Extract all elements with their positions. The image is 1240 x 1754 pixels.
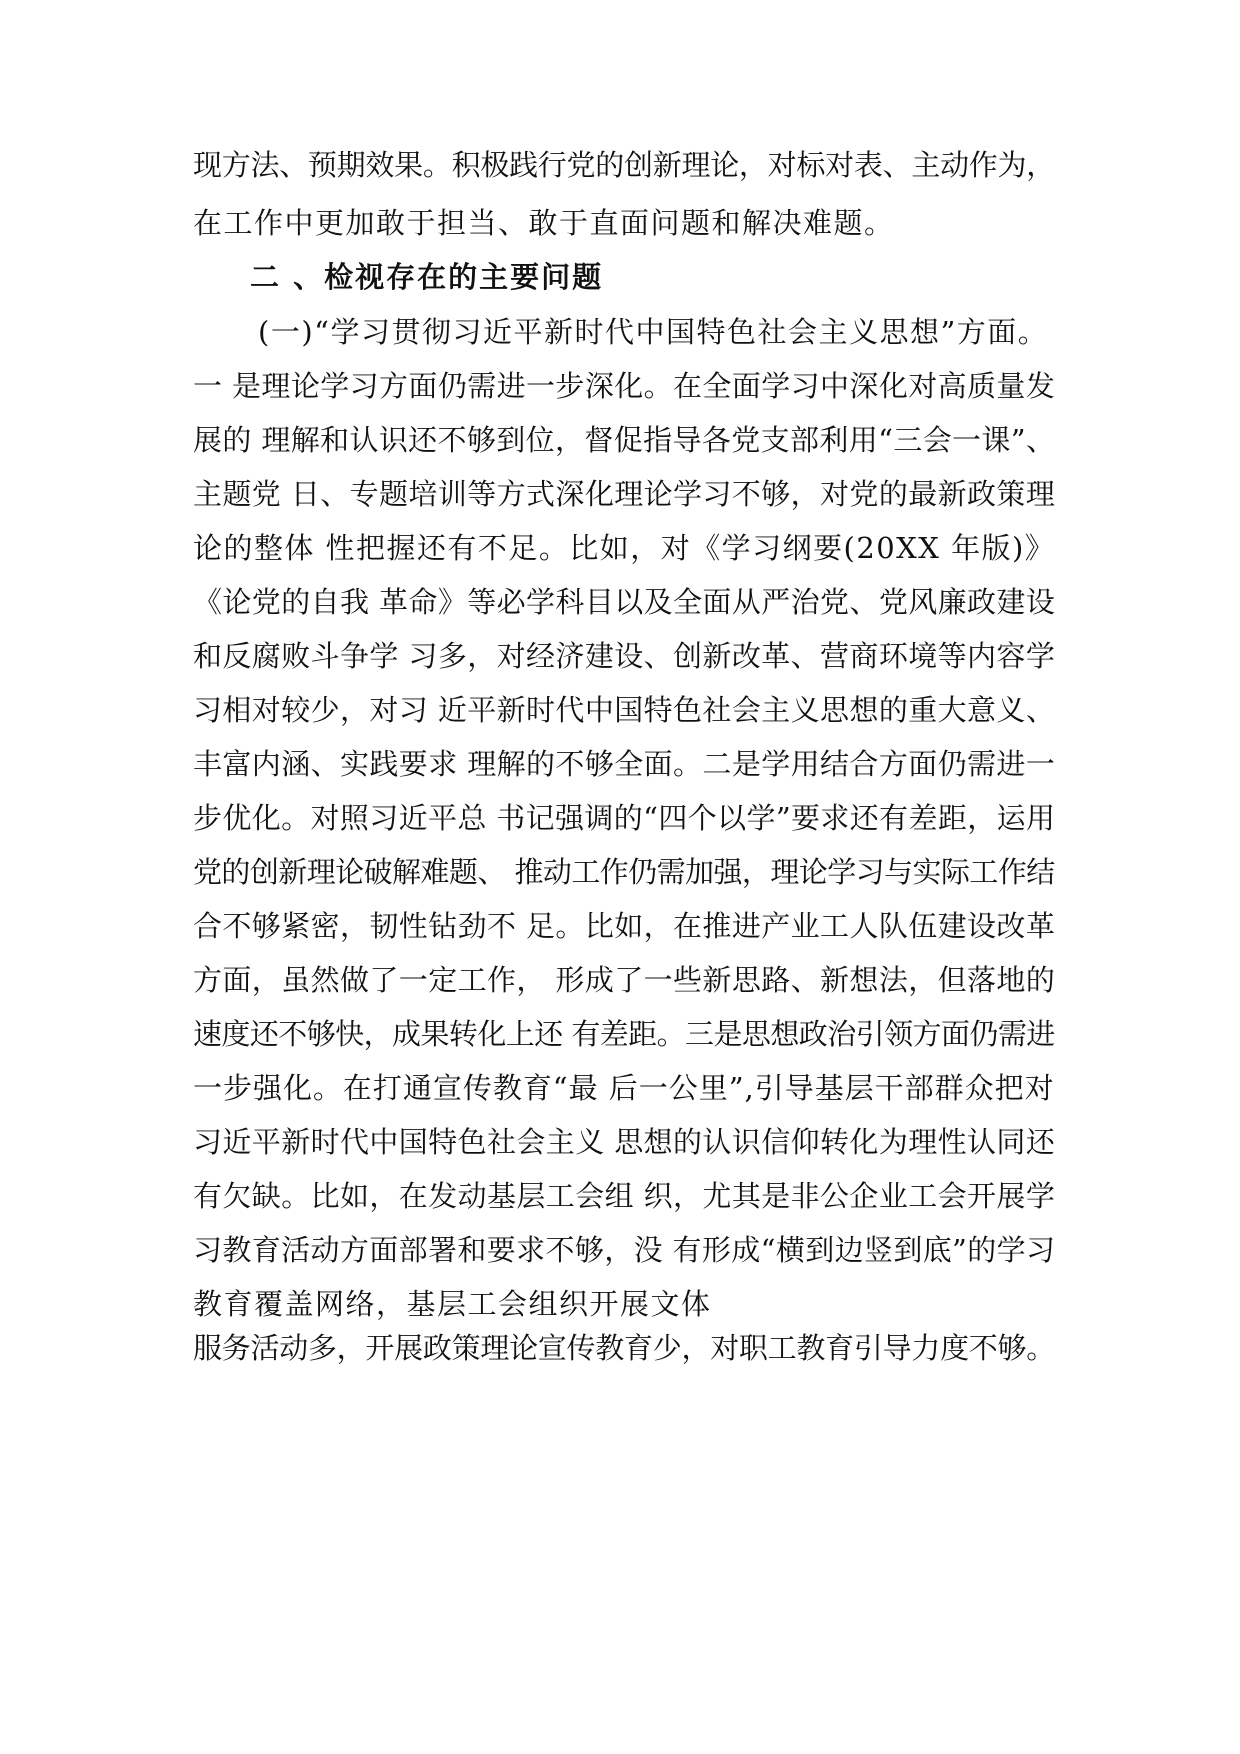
body-line: 党的创新理论破解难题、 推动工作仍需加强，理论学习与实际工作结 (193, 855, 1055, 889)
subsection-heading: (一)“学习贯彻习近平新时代中国特色社会主义思想”方面。 (258, 315, 1049, 349)
body-line: 和反腐败斗争学 习多，对经济建设、创新改革、营商环境等内容学 (193, 639, 1056, 673)
body-line: 一步强化。在打通宣传教育“最 后一公里”,引导基层干部群众把对 (193, 1071, 1055, 1105)
body-line: 方面，虽然做了一定工作， 形成了一些新思路、新想法，但落地的 (193, 963, 1056, 997)
body-line: 一 是理论学习方面仍需进一步深化。在全面学习中深化对高质量发 (193, 369, 1056, 403)
body-line: 展的 理解和认识还不够到位，督促指导各党支部利用“三会一课”、 (193, 423, 1056, 457)
body-line: 教育覆盖网络，基层工会组织开展文体 (193, 1287, 712, 1321)
body-line: 主题党 日、专题培训等方式深化理论学习不够，对党的最新政策理 (193, 477, 1056, 511)
body-line: 习近平新时代中国特色社会主义 思想的认识信仰转化为理性认同还 (193, 1125, 1056, 1159)
body-line: 习相对较少，对习 近平新时代中国特色社会主义思想的重大意义、 (193, 693, 1056, 727)
section-heading: 二 、检视存在的主要问题 (250, 260, 604, 294)
body-line: 论的整体 性把握还有不足。比如，对《学习纲要(20XX 年版)》 (193, 531, 1056, 565)
body-line: 丰富内涵、实践要求 理解的不够全面。二是学用结合方面仍需进一 (193, 747, 1056, 781)
body-line: 步优化。对照习近平总 书记强调的“四个以学”要求还有差距，运用 (193, 801, 1056, 835)
intro-line-2: 在工作中更加敢于担当、敢于直面问题和解决难题。 (193, 206, 895, 240)
body-line: 有欠缺。比如，在发动基层工会组 织，尤其是非公企业工会开展学 (193, 1179, 1056, 1213)
body-line: 服务活动多，开展政策理论宣传教育少，对职工教育引导力度不够。 (193, 1331, 1056, 1365)
body-line: 合不够紧密，韧性钻劲不 足。比如，在推进产业工人队伍建设改革 (193, 909, 1056, 943)
intro-line-1: 现方法、预期效果。积极践行党的创新理论，对标对表、主动作为， (193, 148, 1056, 182)
body-line: 《论党的自我 革命》等必学科目以及全面从严治党、党风廉政建设 (193, 585, 1056, 619)
body-line: 速度还不够快，成果转化上还 有差距。三是思想政治引领方面仍需进 (193, 1017, 1055, 1051)
body-line: 习教育活动方面部署和要求不够，没 有形成“横到边竖到底”的学习 (193, 1233, 1056, 1267)
